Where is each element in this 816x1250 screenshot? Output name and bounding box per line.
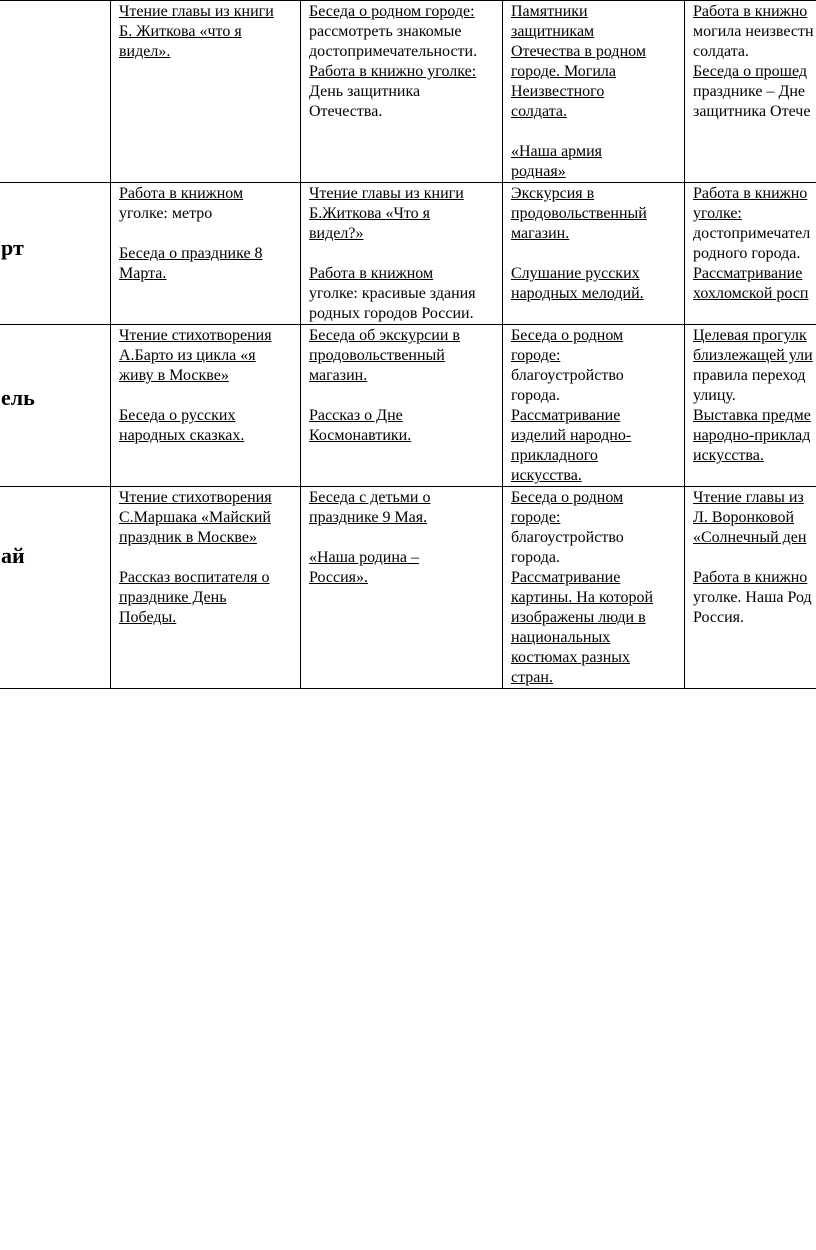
cell-line [511,426,676,446]
cell-text: С.Маршака «Майский [119,509,271,526]
cell-line [693,426,816,446]
cell-line [119,568,292,588]
cell-text: Работа в книжно уголке: [309,63,477,80]
cell-line [511,224,676,244]
cell-line [511,162,676,182]
cell-line [511,366,676,386]
cell-line [119,488,292,508]
month-label: рт [1,234,24,260]
activity-cell [301,183,503,325]
cell-text: изображены люди в [511,609,646,626]
cell-line [119,184,292,204]
activity-cell [685,325,816,487]
cell-text: Беседа о родном [511,489,624,506]
cell-line [309,568,494,588]
cell-text: продовольственный [309,347,445,364]
cell-text: Рассматривание [511,569,621,586]
cell-text: благоустройство [511,529,624,546]
cell-text: живу в Москве» [119,367,229,384]
table-row [0,487,816,689]
activity-cell [111,1,301,183]
cell-line [511,326,676,346]
cell-line [309,528,494,548]
cell-text: Целевая прогулк [693,327,807,344]
cell-text: правила переход [693,367,806,384]
cell-line [511,82,676,102]
cell-line [511,244,676,264]
month-cell [0,325,111,487]
cell-text: Беседа о родном [511,327,624,344]
cell-text: родная» [511,163,566,180]
cell-line [693,386,816,406]
cell-text: Экскурсия в [511,185,595,202]
cell-text: благоустройство [511,367,624,384]
cell-line [309,508,494,528]
cell-text: празднике – Дне [693,83,806,100]
cell-line [511,184,676,204]
cell-text: Беседа о родном городе: [309,3,475,20]
cell-text: «Наша родина – [309,549,419,566]
cell-line [309,22,494,42]
cell-line [309,264,494,284]
cell-line [693,102,816,122]
cell-text: могила неизвестн [693,23,814,40]
cell-line [511,668,676,688]
cell-line [693,366,816,386]
cell-line [309,184,494,204]
cell-line [693,508,816,528]
cell-text: родного города. [693,245,801,262]
cell-line [511,446,676,466]
cell-text: Марта. [119,265,167,282]
cell-line [309,304,494,324]
cell-text: достопримечател [693,225,811,242]
cell-line [309,284,494,304]
cell-line [511,204,676,224]
cell-line [119,366,292,386]
cell-line [309,204,494,224]
activity-cell [503,487,685,689]
cell-text: День защитника [309,83,421,100]
cell-text: стран. [511,669,553,686]
cell-text: Б.Житкова «Что я [309,205,431,222]
cell-text: защитникам [511,23,595,40]
cell-text: города. [511,387,560,404]
activity-cell [685,1,816,183]
cell-line [511,568,676,588]
cell-line [511,588,676,608]
table-row [0,1,816,183]
cell-text: «Наша армия [511,143,602,160]
cell-line [309,426,494,446]
cell-line [511,608,676,628]
cell-line [309,82,494,102]
activity-cell [301,487,503,689]
activity-cell [685,183,816,325]
cell-text: Неизвестного [511,83,605,100]
cell-text: празднике День [119,589,227,606]
cell-line [119,204,292,224]
cell-line [119,528,292,548]
cell-text: Рассказ о Дне [309,407,403,424]
cell-line [693,446,816,466]
cell-line [511,22,676,42]
cell-text: магазин. [309,367,368,384]
cell-line [693,548,816,568]
cell-text: хохломской росп [693,285,809,302]
cell-text: праздник в Москве» [119,529,257,546]
activity-cell [111,183,301,325]
cell-text: костюмах разных [511,649,631,666]
cell-text: видел?» [309,225,364,242]
cell-line [309,224,494,244]
cell-text: Чтение стихотворения [119,327,272,344]
cell-line [511,2,676,22]
cell-line [119,426,292,446]
cell-text: Работа в книжном [119,185,244,202]
cell-line [511,648,676,668]
cell-line [511,406,676,426]
cell-text: картины. На которой [511,589,654,606]
cell-text: солдата. [693,43,749,60]
cell-text: Работа в книжном [309,265,434,282]
cell-line [693,284,816,304]
cell-line [693,588,816,608]
cell-line [119,244,292,264]
activity-cell [301,1,503,183]
cell-text: Беседа с детьми о [309,489,431,506]
cell-text: Рассматривание [511,407,621,424]
cell-text: А.Барто из цикла «я [119,347,256,364]
cell-text: празднике 9 Мая. [309,509,428,526]
cell-line [693,82,816,102]
activity-cell [503,1,685,183]
cell-line [693,2,816,22]
cell-text: уголке. Наша Род [693,589,812,606]
cell-line [693,264,816,284]
cell-line [693,204,816,224]
cell-line [309,548,494,568]
cell-line [119,508,292,528]
cell-text: Б. Житкова «что я [119,23,242,40]
cell-text: «Солнечный ден [693,529,807,546]
activity-cell [503,325,685,487]
cell-text: Чтение главы из книги [119,3,274,20]
cell-text: искусства. [511,467,582,484]
cell-line [693,528,816,548]
cell-line [119,406,292,426]
cell-line [119,42,292,62]
cell-line [693,346,816,366]
cell-line [511,548,676,568]
cell-text: родных городов России. [309,305,474,322]
cell-line [309,42,494,62]
cell-text: Работа в книжно [693,3,808,20]
cell-line [693,326,816,346]
table-row [0,325,816,487]
cell-line [511,628,676,648]
cell-line [693,62,816,82]
cell-text: Работа в книжно [693,185,808,202]
month-label [0,64,110,84]
cell-text: национальных [511,629,611,646]
cell-text: прикладного [511,447,598,464]
cell-text: городе: [511,347,561,364]
cell-line [309,2,494,22]
cell-text: уголке: [693,205,742,222]
cell-line [511,346,676,366]
cell-text: Рассказ воспитателя о [119,569,270,586]
cell-line [693,406,816,426]
cell-line [309,346,494,366]
month-cell [0,1,111,183]
cell-text: Л. Воронковой [693,509,795,526]
cell-line [119,548,292,568]
cell-text: городе: [511,509,561,526]
cell-text: Отечества. [309,103,383,120]
cell-line [511,508,676,528]
activity-cell [111,325,301,487]
activity-cell [685,487,816,689]
month-label: ай [1,542,25,568]
cell-text: народных сказках. [119,427,245,444]
cell-text: магазин. [511,225,570,242]
cell-text: солдата. [511,103,567,120]
cell-text: Чтение стихотворения [119,489,272,506]
cell-text: Рассматривание [693,265,803,282]
cell-line [693,22,816,42]
cell-text: Беседа о празднике 8 [119,245,263,262]
cell-line [693,244,816,264]
cell-text: Памятники [511,3,588,20]
month-cell [0,487,111,689]
cell-text: видел». [119,43,171,60]
cell-text: Космонавтики. [309,427,412,444]
cell-line [309,488,494,508]
cell-line [511,284,676,304]
cell-text: Беседа о прошед [693,63,808,80]
month-label: ель [1,384,35,410]
cell-line [511,102,676,122]
cell-text: защитника Отече [693,103,811,120]
cell-text: Победы. [119,609,177,626]
cell-line [309,386,494,406]
cell-text: улицу. [693,387,736,404]
cell-text: Работа в книжно [693,569,808,586]
cell-text: близлежащей ули [693,347,813,364]
cell-text: народных мелодий. [511,285,644,302]
cell-line [119,608,292,628]
cell-line [511,122,676,142]
cell-line [511,466,676,486]
cell-text: изделий народно- [511,427,632,444]
cell-line [511,42,676,62]
cell-text: достопримечательности. [309,43,478,60]
cell-line [119,386,292,406]
cell-text: Россия». [309,569,369,586]
cell-line [119,346,292,366]
cell-line [309,62,494,82]
activity-cell [301,325,503,487]
cell-text: рассмотреть знакомые [309,23,462,40]
cell-text: города. [511,549,560,566]
cell-text: уголке: красивые здания [309,285,476,302]
table-row [0,183,816,325]
cell-text: Чтение главы из [693,489,804,506]
activity-cell [503,183,685,325]
cell-text: Чтение главы из книги [309,185,464,202]
cell-text: Отечества в родном [511,43,646,60]
month-cell [0,183,111,325]
cell-line [119,224,292,244]
cell-text: уголке: метро [119,205,213,222]
cell-line [119,22,292,42]
cell-line [119,588,292,608]
activity-cell [111,487,301,689]
cell-line [309,244,494,264]
cell-text: Слушание русских [511,265,640,282]
cell-text: продовольственный [511,205,647,222]
cell-line [693,184,816,204]
cell-line [309,366,494,386]
cell-line [693,224,816,244]
cell-text: Беседа об экскурсии в [309,327,460,344]
cell-line [119,264,292,284]
cell-text: Выставка предме [693,407,811,424]
cell-text: Россия. [693,609,745,626]
cell-line [511,528,676,548]
cell-line [119,2,292,22]
cell-text: городе. Могила [511,63,616,80]
cell-line [511,386,676,406]
cell-line [119,326,292,346]
cell-line [309,406,494,426]
cell-line [309,326,494,346]
cell-line [693,488,816,508]
cell-line [511,264,676,284]
cell-text: Беседа о русских [119,407,236,424]
cell-line [309,102,494,122]
cell-line [693,42,816,62]
cell-line [693,608,816,628]
cell-line [693,568,816,588]
plan-table-body [0,1,816,689]
cell-line [511,488,676,508]
cell-line [511,62,676,82]
cell-text: искусства. [693,447,764,464]
cell-line [511,142,676,162]
cell-text: народно-приклад [693,427,811,444]
